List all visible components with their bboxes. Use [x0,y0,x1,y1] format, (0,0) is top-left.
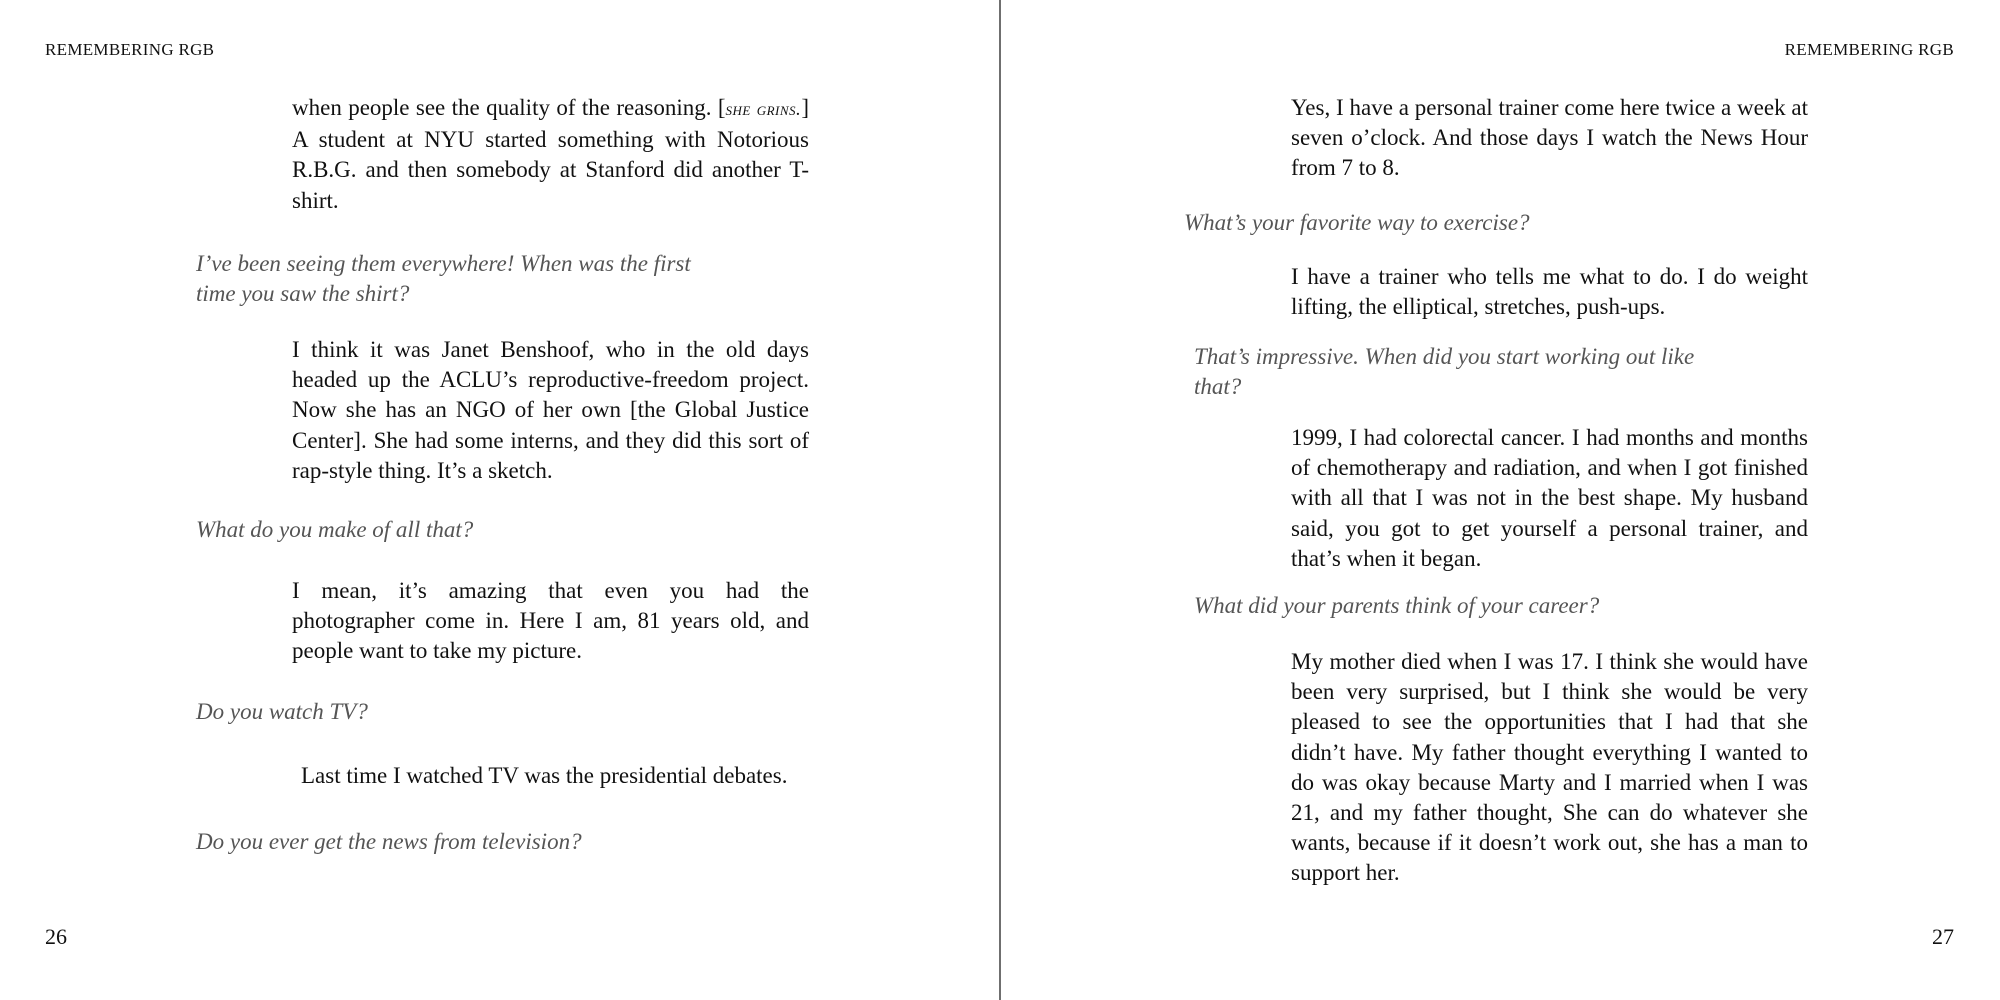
answer-paragraph: 1999, I had colorectal cancer. I had months and months of chemotherapy and radiation, and when I got finished with all that I was not in the best shape. My husband said, you got to get yourself a personal trainer, and that’s when it began. [1291,425,1808,571]
answer-text: when people see the quality of the reasoning. [ [292,95,726,120]
answer-paragraph: I think it was Janet Benshoof, who in the old days headed up the ACLU’s reproductive-freedom project. Now she has an NGO of her own [the Global Justice Center]. She had some interns, and they did this sort of rap-style thing. It’s a sketch. [292,337,809,483]
running-head-right: REMEMBERING RGB [1784,40,1954,59]
stage-direction: she grins. [725,99,802,120]
answer-paragraph: My mother died when I was 17. I think she would have been very surprised, but I think she would be very pleased to see the opportunities that I had that she didn’t have. My father thought everything I wanted to do was okay because Marty and I married when I was 21, and my father thought, She can do whatever she wants, because if it doesn’t work out, she has a man to support her. [1291,649,1808,886]
question-paragraph: What did your parents think of your career? [1194,593,1600,618]
question-paragraph: What do you make of all that? [196,517,474,542]
answer-paragraph [292,93,809,216]
answer-paragraph: I mean, it’s amazing that even you had the photographer come in. Here I am, 81 years old, and people want to take my picture. [292,578,809,664]
answer-paragraph: Last time I watched TV was the presidential debates. [301,763,788,788]
answer-paragraph: Yes, I have a personal trainer come here twice a week at seven o’clock. And those days I watch the News Hour from 7 to 8. [1291,95,1808,181]
answer-paragraph: I have a trainer who tells me what to do. I do weight lifting, the elliptical, stretches, push-ups. [1291,264,1808,320]
question-paragraph: Do you watch TV? [196,699,368,724]
left-page [0,0,999,1000]
question-paragraph: What’s your favorite way to exercise? [1184,210,1530,235]
right-page [1001,0,2000,1000]
answer-text: ] A student at NYU started something with Notorious R.B.G. and then somebody at Stanford did another T-shirt. [292,95,809,213]
question-paragraph: Do you ever get the news from television? [196,829,582,854]
question-paragraph: I’ve been seeing them everywhere! When was the first time you saw the shirt? [196,251,691,307]
page-number-left: 26 [45,924,67,949]
page-number-right: 27 [1932,924,1954,949]
running-head-left: REMEMBERING RGB [45,40,215,59]
question-paragraph: That’s impressive. When did you start working out like that? [1194,344,1695,400]
